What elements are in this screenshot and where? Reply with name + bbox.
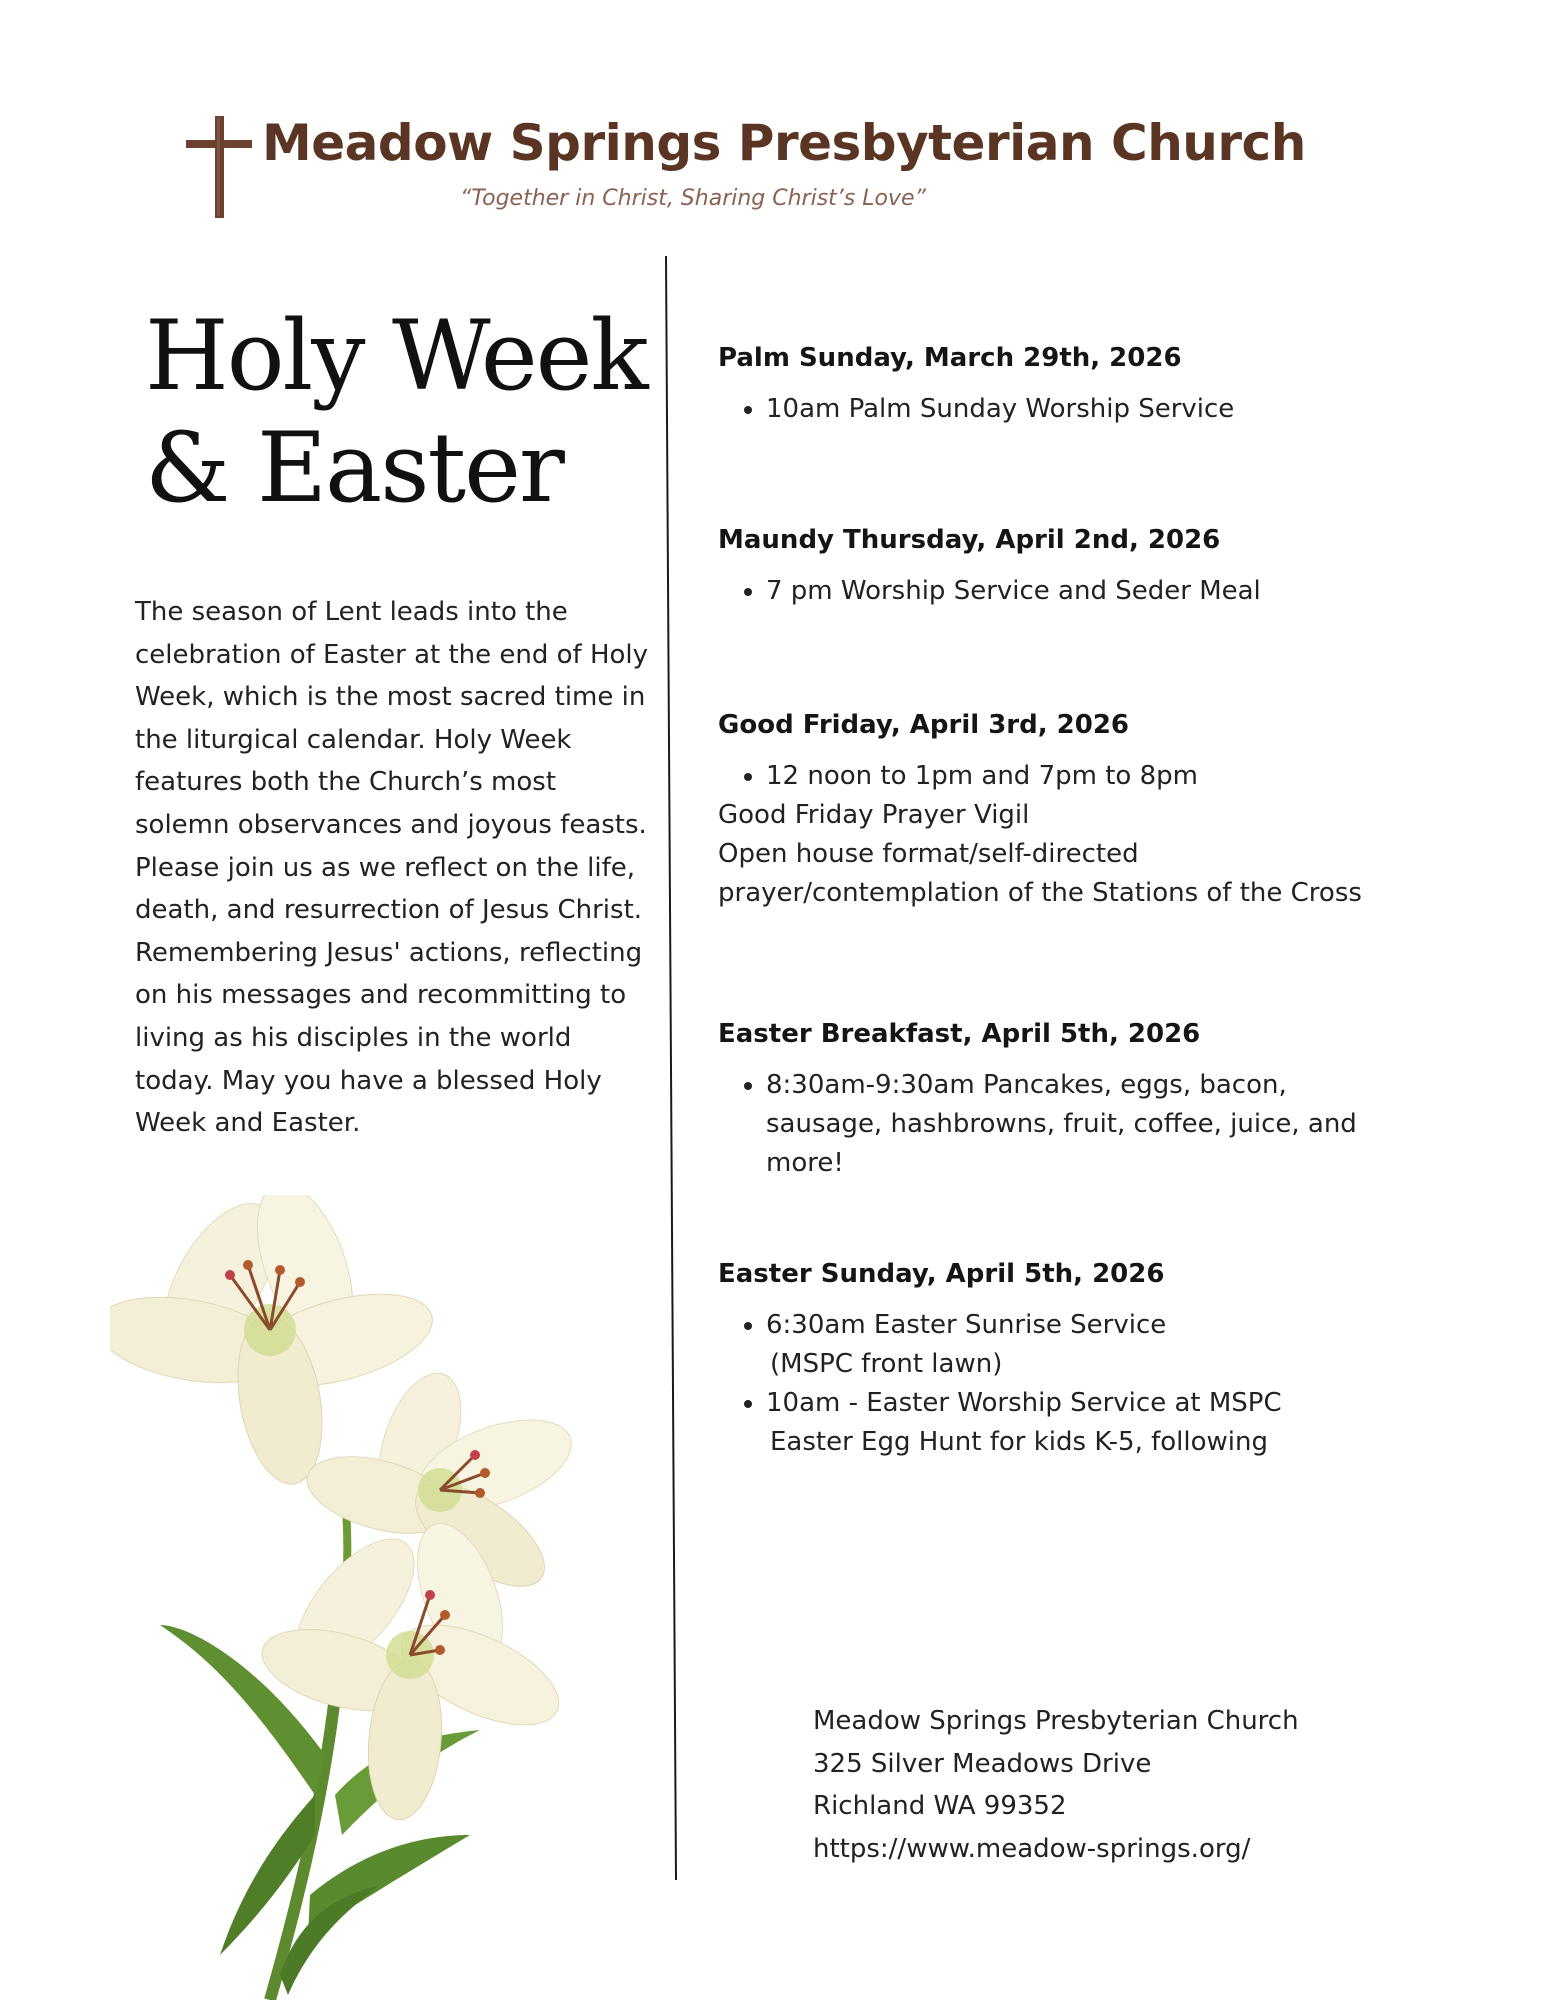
event-note: prayer/contemplation of the Stations of the Cross [718, 878, 1362, 908]
website-link[interactable]: https://www.meadow-springs.org/ [813, 1833, 1251, 1864]
event-item [766, 1384, 1438, 1462]
intro-paragraph: The season of Lent leads into the celebration of Easter at the end of Holy Week, which is the most sacred time in the liturgical calendar. Holy Week features both the Church’s most solemn observances and joyous feasts. Please join us as we reflect on the life, death, and resurrection of Jesus Christ. Remembering Jesus' actions, reflecting on his messages and recommitting to living as his disciples in the world today. May you have a blessed Holy Week and Easter. [135, 597, 649, 1139]
event-easter-breakfast [718, 1016, 1438, 1183]
lily-illustration [110, 1195, 620, 2000]
event-items [718, 572, 1438, 611]
church-tagline: “Together in Christ, Sharing Christ’s Love” [460, 186, 926, 211]
event-item-subtext: (MSPC front lawn) [770, 1349, 1003, 1379]
event-item-text: 6:30am Easter Sunrise Service [766, 1310, 1167, 1340]
event-item: • 8:30am-9:30am Pancakes, eggs, bacon, sausage, hashbrowns, fruit, coffee, juice, and more! [766, 1066, 1366, 1183]
address-name: Meadow Springs Presbyterian Church [813, 1706, 1299, 1736]
event-item-subtext: Easter Egg Hunt for kids K-5, following [770, 1427, 1268, 1457]
event-items [718, 757, 1438, 796]
event-item [766, 1306, 1438, 1384]
event-title: Maundy Thursday, April 2nd, 2026 [718, 525, 1221, 555]
church-address [813, 1700, 1299, 1870]
event-item: • 10am Palm Sunday Worship Service [766, 390, 1438, 429]
address-city: Richland WA 99352 [813, 1791, 1067, 1821]
event-title: Easter Breakfast, April 5th, 2026 [718, 1019, 1201, 1049]
event-title: Palm Sunday, March 29th, 2026 [718, 343, 1182, 373]
event-maundy-thursday [718, 522, 1438, 611]
event-items [718, 390, 1438, 429]
event-note: Open house format/self-directed [718, 839, 1139, 869]
page-title-line2: & Easter [145, 412, 563, 524]
event-good-friday [718, 707, 1438, 913]
event-items [718, 1066, 1366, 1183]
church-name: Meadow Springs Presbyterian Church [262, 114, 1306, 172]
address-street: 325 Silver Meadows Drive [813, 1748, 1152, 1779]
event-item-text: 10am - Easter Worship Service at MSPC [766, 1388, 1282, 1418]
event-title: Good Friday, April 3rd, 2026 [718, 710, 1130, 740]
event-palm-sunday [718, 340, 1438, 429]
event-note: Good Friday Prayer Vigil [718, 800, 1030, 830]
page-title-line1: Holy Week [145, 300, 647, 412]
event-easter-sunday [718, 1256, 1438, 1462]
event-items [718, 1306, 1438, 1462]
event-item: • 7 pm Worship Service and Seder Meal [766, 572, 1438, 611]
event-item: • 12 noon to 1pm and 7pm to 8pm [766, 757, 1438, 796]
page-title [145, 300, 647, 524]
event-title: Easter Sunday, April 5th, 2026 [718, 1259, 1165, 1289]
